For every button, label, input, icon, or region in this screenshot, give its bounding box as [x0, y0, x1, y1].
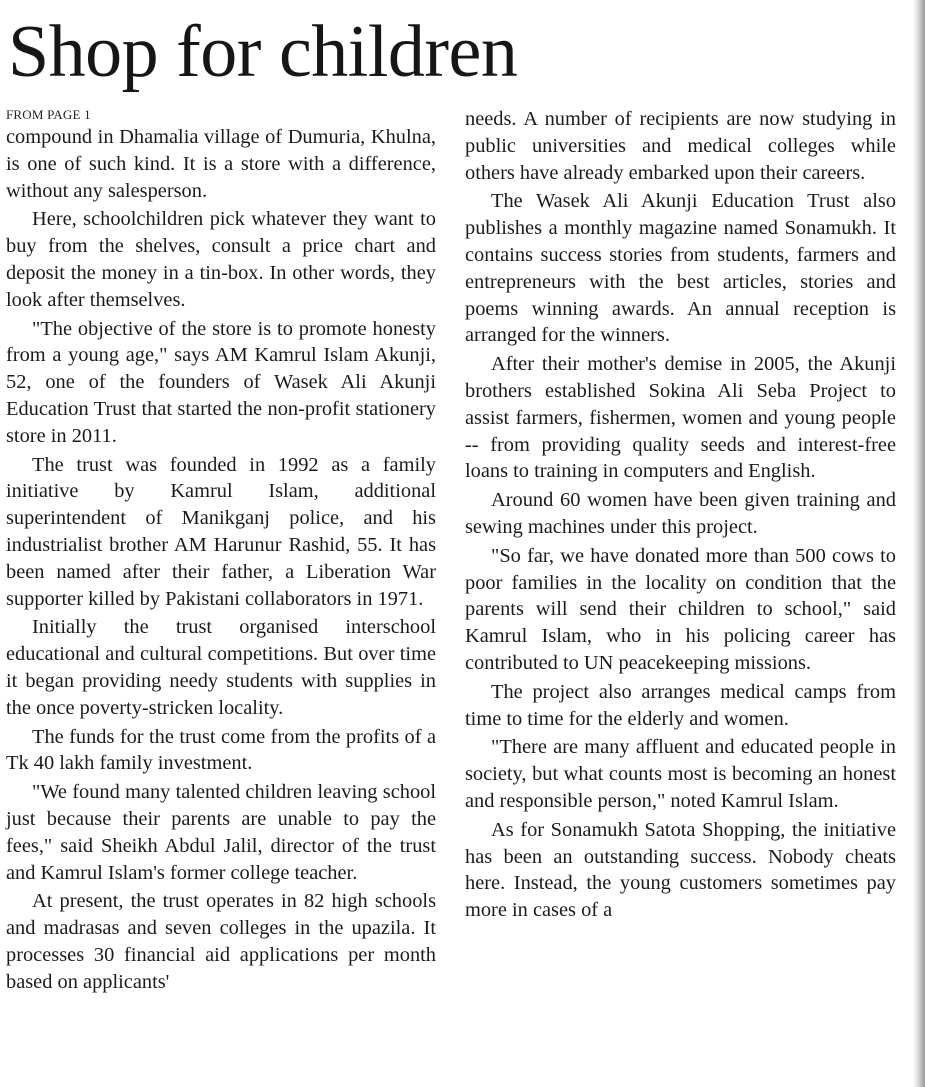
page-edge-shadow [913, 0, 925, 1087]
continuation-kicker: FROM PAGE 1 [6, 107, 91, 122]
paragraph: Initially the trust organised interschool educational and cultural competitions. But over time it began providing needy students with supplies in the once poverty-stricken locality. [6, 616, 436, 719]
paragraph: The Wasek Ali Akunji Education Trust also publishes a monthly magazine named Sonamukh. It contains success stories from students, farmers and entrepreneurs with the best articles, stories and poems winning awards. An annual reception is arranged for the winners. [465, 190, 896, 347]
paragraph: "There are many affluent and educated people in society, but what counts most is becoming an honest and responsible person," noted Kamrul Islam. [465, 736, 896, 812]
paragraph: "The objective of the store is to promote honesty from a young age," says AM Kamrul Islam Akunji, 52, one of the founders of Wasek Ali Akunji Education Trust that started the non-profit stationery store in 2011. [6, 317, 436, 447]
paragraph: "We found many talented children leaving school just because their parents are unable to pay the fees," said Sheikh Abdul Jalil, director of the trust and Kamrul Islam's former college teacher. [6, 781, 436, 884]
paragraph: Around 60 women have been given training and sewing machines under this project. [465, 489, 896, 538]
headline: Shop for children [8, 11, 518, 93]
paragraph: Here, schoolchildren pick whatever they want to buy from the shelves, consult a price chart and deposit the money in a tin-box. In other words, they look after themselves. [6, 208, 436, 311]
paragraph: As for Sonamukh Satota Shopping, the initiative has been an outstanding success. Nobody cheats here. Instead, the young customers sometimes pay more in cases of a [465, 818, 896, 922]
paragraph: compound in Dhamalia village of Dumuria, Khulna, is one of such kind. It is a store with a difference, without any salesperson. [6, 126, 436, 202]
article-column-right [465, 106, 896, 924]
paragraph: After their mother's demise in 2005, the Akunji brothers established Sokina Ali Seba Project to assist farmers, fishermen, women and young people -- from providing quality seeds and interest-free loans to training in computers and English. [465, 353, 896, 483]
paragraph: The funds for the trust come from the profits of a Tk 40 lakh family investment. [6, 725, 436, 775]
paragraph: The trust was founded in 1992 as a family initiative by Kamrul Islam, additional superintendent of Manikganj police, and his industrialist brother AM Harunur Rashid, 55. It has been named after their father, a Liberation War supporter killed by Pakistani collaborators in 1971. [6, 453, 436, 610]
paragraph: At present, the trust operates in 82 high schools and madrasas and seven colleges in the upazila. It processes 30 financial aid applications per month based on applicants' [6, 890, 436, 993]
paragraph: needs. A number of recipients are now studying in public universities and medical colleges while others have already embarked upon their careers. [465, 108, 896, 184]
paragraph: "So far, we have donated more than 500 cows to poor families in the locality on condition that the parents will send their children to school," said Kamrul Islam, who in his policing career has contributed to UN peacekeeping missions. [465, 544, 896, 674]
article-column-left [6, 106, 436, 996]
paragraph: The project also arranges medical camps from time to time for the elderly and women. [465, 680, 896, 730]
